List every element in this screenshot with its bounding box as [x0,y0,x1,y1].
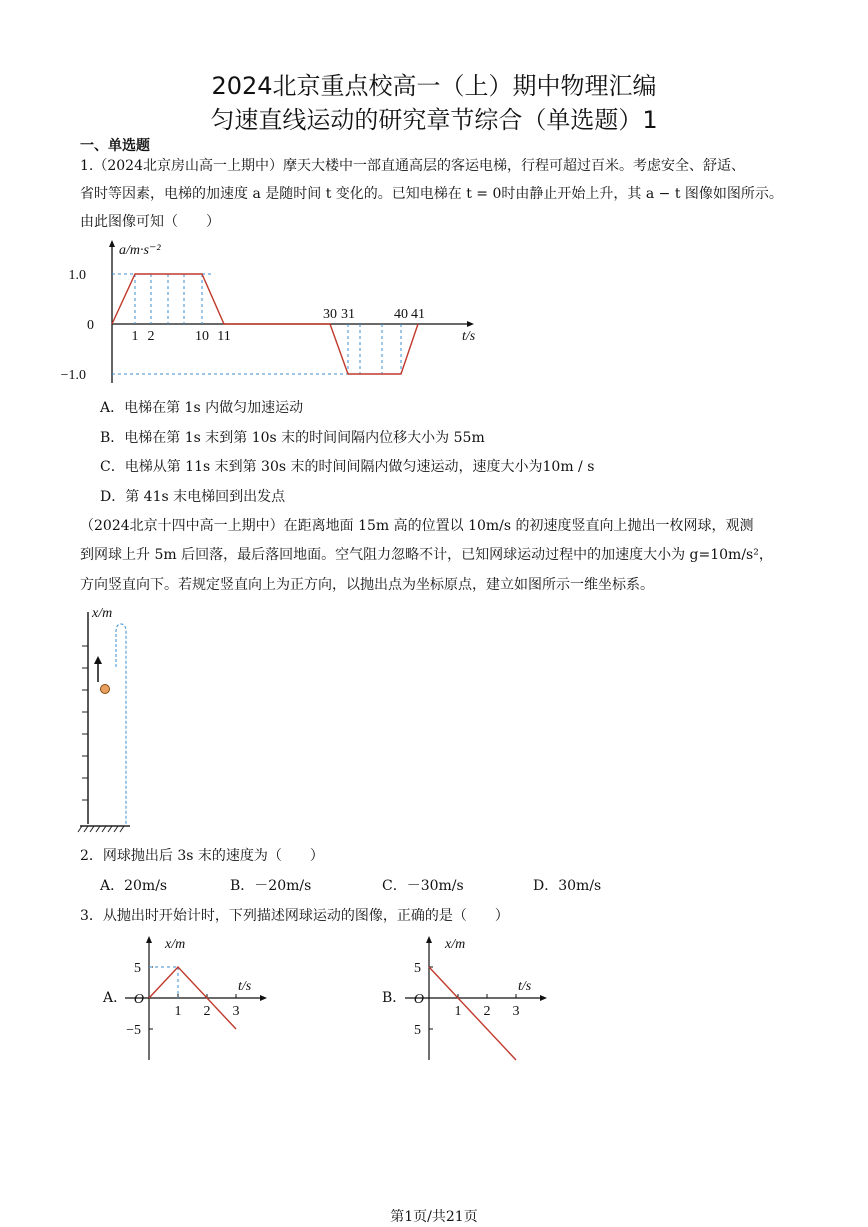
at-x-tick-11: 11 [217,329,231,344]
xb-x-label: t/s [518,979,532,994]
at-x-label: t/s [462,329,476,344]
q1-stem-line3: 由此图像可知（ ） [80,214,220,230]
at-x-tick-30: 30 [323,307,337,322]
at-y-tick-0: 0 [87,318,94,333]
q3-option-b-label[interactable]: B． [382,990,407,1006]
at-x-tick-10: 10 [195,329,209,344]
at-x-tick-1: 1 [131,329,139,344]
page-footer: 第1页/共21页 [390,1209,478,1225]
q2-option-b[interactable]: B．－20m/s [230,878,312,894]
xa-x-tick-3: 3 [232,1004,240,1019]
q3-option-a-label[interactable]: A． [103,990,128,1006]
xa-x-tick-1: 1 [174,1004,182,1019]
at-chart [60,238,480,388]
xa-x-label: t/s [238,979,252,994]
passage-line2: 到网球上升 5m 后回落，最后落回地面。空气阻力忽略不计，已知网球运动过程中的加速度大小为 g=10m/s²， [80,547,773,563]
at-y-tick-neg1: −1.0 [60,368,86,383]
q3-option-b-chart[interactable] [405,932,565,1062]
page-title-line1: 2024北京重点校高一（上）期中物理汇编 [211,72,657,100]
q1-stem-line2: 省时等因素，电梯的加速度 a 是随时间 t 变化的。已知电梯在 t = 0时由静止开始上升，其 a − t 图像如图所示。 [80,186,783,202]
xb-series-line [429,967,516,1060]
xa-y-label: x/m [165,937,186,952]
at-y-tick-1: 1.0 [68,268,86,283]
q1-option-d[interactable]: D．第 41s 末电梯回到出发点 [100,489,286,505]
xb-x-tick-2: 2 [483,1004,491,1019]
q1-stem-line1: 1.（2024北京房山高一上期中）摩天大楼中一部直通高层的客运电梯，行程可超过百米。考虑安全、舒适、 [80,158,745,174]
at-x-tick-31: 31 [341,307,355,322]
section-heading: 一、单选题 [80,138,150,154]
xa-y-tick-top: 5 [134,961,141,976]
q3-stem: 3．从抛出时开始计时，下列描述网球运动的图像，正确的是（ ） [80,908,509,924]
at-x-tick-41: 41 [411,307,425,322]
at-x-tick-2: 2 [147,329,155,344]
at-y-label: a/m·s⁻² [119,243,161,258]
q1-option-a[interactable]: A．电梯在第 1s 内做匀加速运动 [100,400,304,416]
xa-x-tick-2: 2 [203,1004,211,1019]
xb-origin-label: O [413,992,424,1007]
page-title-line2: 匀速直线运动的研究章节综合（单选题）1 [210,106,658,134]
passage-line3: 方向竖直向下。若规定竖直向上为正方向，以抛出点为坐标原点，建立如图所示一维坐标系。 [80,577,654,593]
q2-option-a[interactable]: A．20m/s [100,878,168,894]
xa-y-tick-bottom: −5 [126,1023,141,1038]
passage-line1: （2024北京十四中高一上期中）在距离地面 15m 高的位置以 10m/s 的初速度竖直向上抛出一枚网球，观测 [80,518,754,534]
q2-option-c[interactable]: C．－30m/s [382,878,464,894]
xb-x-tick-3: 3 [512,1004,520,1019]
xb-y-tick-top: 5 [414,961,421,976]
coord-axis-label: x/m [92,606,113,621]
q1-option-c[interactable]: C．电梯从第 11s 末到第 30s 末的时间间隔内做匀速运动，速度大小为10m / s [100,459,595,475]
coordinate-figure [78,602,158,832]
xb-x-tick-1: 1 [454,1004,462,1019]
xb-y-tick-bottom: 5 [414,1023,421,1038]
q1-option-b[interactable]: B．电梯在第 1s 末到第 10s 末的时间间隔内位移大小为 55m [100,430,485,446]
xa-origin-label: O [133,992,144,1007]
q3-option-a-chart[interactable] [125,932,285,1062]
at-x-tick-40: 40 [394,307,408,322]
xb-y-label: x/m [445,937,466,952]
q2-option-d[interactable]: D．30m/s [533,878,602,894]
q2-stem: 2．网球抛出后 3s 末的速度为（ ） [80,848,324,864]
